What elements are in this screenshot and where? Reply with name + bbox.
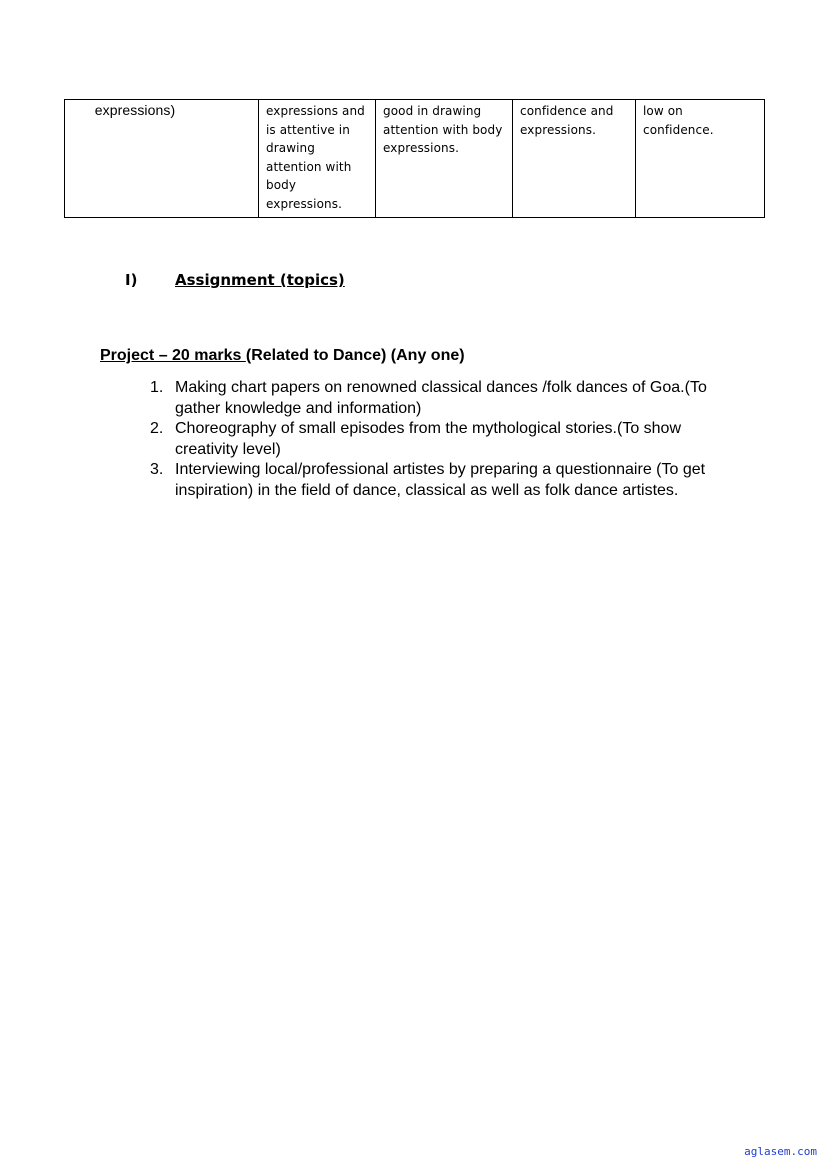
table-row [65, 100, 765, 218]
table-cell-excellent: expressions and is attentive in drawing attention with body expressions. [259, 100, 376, 218]
project-label-rest: (Related to Dance) (Any one) [245, 347, 465, 364]
list-item [150, 460, 710, 501]
table-cell-very-good: good in drawing attention with body expressions. [376, 100, 513, 218]
project-topic-list [150, 378, 710, 501]
list-item-number: 1. [150, 379, 164, 396]
table-cell-average: low on confidence. [636, 100, 765, 218]
table-cell-good: confidence and expressions. [513, 100, 636, 218]
watermark-link[interactable]: aglasem.com [744, 1145, 817, 1158]
list-item [150, 419, 710, 460]
list-item-text: Choreography of small episodes from the mythological stories.(To show creativity level) [175, 420, 682, 458]
project-heading [100, 346, 465, 366]
list-item-number: 2. [150, 420, 164, 437]
section-title: Assignment (topics) [175, 271, 345, 289]
list-item-number: 3. [150, 461, 164, 478]
list-item-text: Interviewing local/professional artistes by preparing a questionnaire (To get inspiration) in the field of dance, classical as well as folk dance artistes. [175, 461, 706, 499]
section-heading [125, 270, 345, 290]
section-number: I) [125, 271, 138, 289]
list-item-text: Making chart papers on renowned classical dances /folk dances of Goa.(To gather knowledge and information) [175, 379, 707, 417]
rubric-table [64, 99, 765, 218]
table-cell-criterion: expressions) [65, 100, 259, 218]
list-item [150, 378, 710, 419]
project-label: Project – 20 marks [100, 347, 246, 364]
